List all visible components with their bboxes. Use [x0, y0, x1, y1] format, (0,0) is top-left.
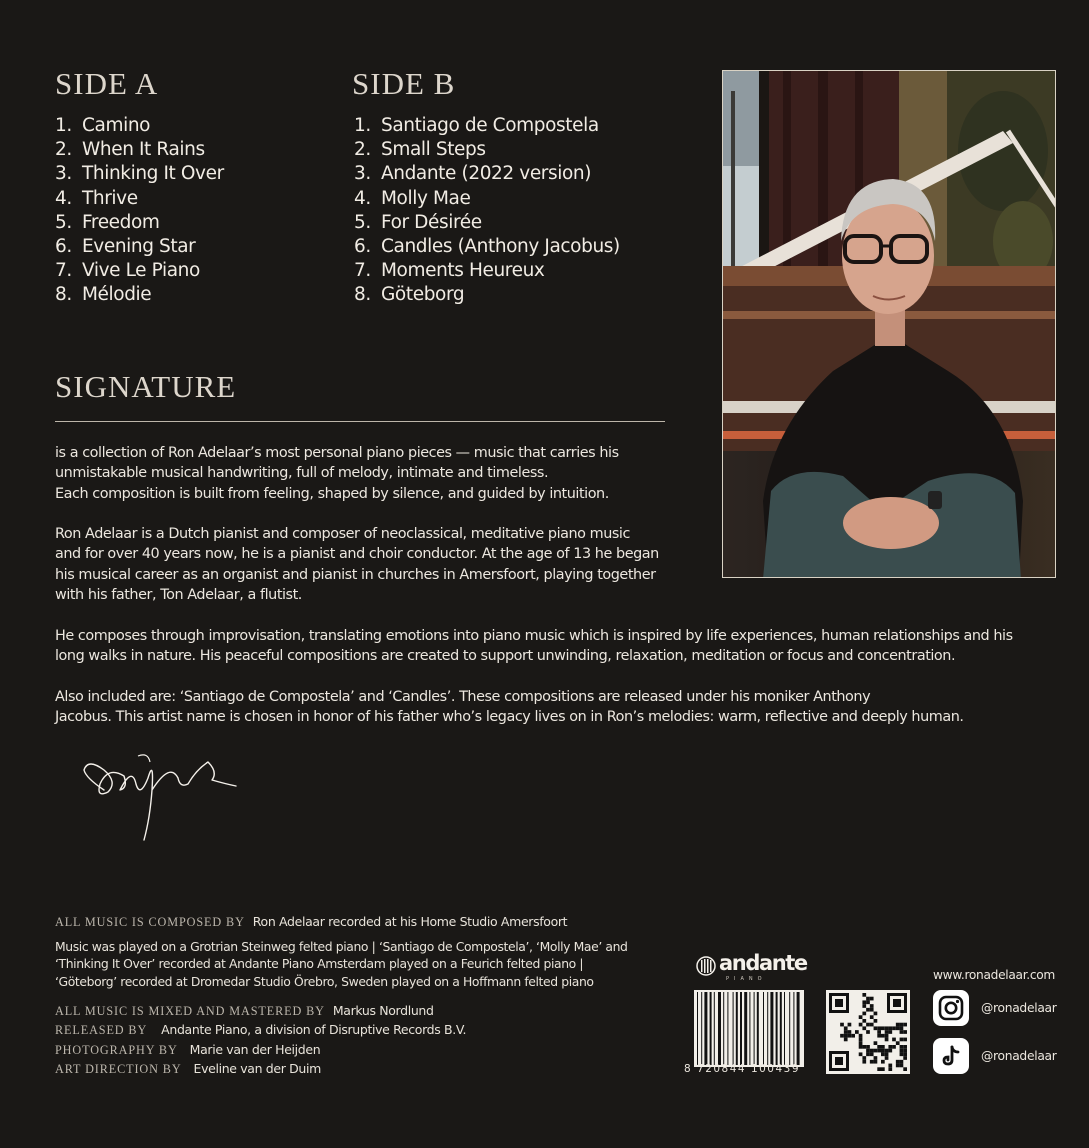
list-item: 4. Molly Mae	[354, 187, 471, 209]
list-item: 1. Santiago de Compostela	[354, 115, 599, 136]
credit-art-direction: ART DIRECTION BY Eveline van der Duim	[55, 1061, 321, 1076]
list-item: 6. Candles (Anthony Jacobus)	[354, 236, 620, 258]
barcode-number: 8 720844 100439	[684, 1063, 801, 1075]
credit-released: RELEASED BY Andante Piano, a division of Disruptive Records B.V.	[55, 1022, 467, 1037]
qr-code	[826, 990, 910, 1074]
side-b-tracklist	[354, 114, 620, 308]
handwritten-signature	[78, 748, 246, 848]
list-item: 5. For Désirée	[354, 211, 482, 233]
list-item: 2. Small Steps	[354, 139, 486, 161]
list-item: 5. Freedom	[55, 211, 160, 233]
list-item: 4. Thrive	[55, 187, 138, 209]
barcode	[694, 990, 804, 1067]
tiktok-handle: @ronadelaar	[981, 1049, 1057, 1063]
list-item: 3. Andante (2022 version)	[354, 163, 592, 185]
instagram-icon	[933, 990, 969, 1026]
credit-photography: PHOTOGRAPHY BY Marie van der Heijden	[55, 1042, 321, 1057]
artist-photo-illustration	[723, 71, 1056, 578]
list-item: 7. Moments Heureux	[354, 260, 545, 282]
credit-composed: ALL MUSIC IS COMPOSED BY Ron Adelaar recorded at his Home Studio Amersfoort	[55, 914, 568, 929]
biography-paragraph: Ron Adelaar is a Dutch pianist and composer of neoclassical, meditative piano music and for over 40 years now, he is a pianist and choir conductor. At the age of 13 he began his musical career as an organist and pianist in churches in Amersfoort, playing together with his father, Ton Adelaar, a flutist.	[55, 526, 659, 603]
andante-piano-logo: andante PIANO	[696, 954, 808, 984]
list-item: 8. Göteborg	[354, 284, 465, 306]
side-b-heading: SIDE B	[352, 66, 456, 101]
website-link[interactable]: www.ronadelaar.com	[933, 968, 1056, 982]
side-a-tracklist	[55, 114, 224, 308]
artist-photo	[722, 70, 1056, 578]
side-a-heading: SIDE A	[55, 66, 159, 101]
list-item: 7. Vive Le Piano	[55, 260, 200, 282]
credit-pianos: Music was played on a Grotrian Steinweg felted piano | ‘Santiago de Compostela’, ‘Molly Mae’ and ‘Thinking It Over’ recorded at Andante Piano Amsterdam played on a Feurich felted piano | ‘Göteborg’ recorded at Dromedar Studio Örebro, Sweden played on a Hoffmann felted piano	[55, 939, 628, 989]
list-item: 1. Camino	[55, 115, 151, 136]
tiktok-icon	[933, 1038, 969, 1074]
composition-paragraph: He composes through improvisation, translating emotions into piano music which is inspired by life experiences, human relationships and his long walks in nature. His peaceful compositions are created to support unwinding, relaxation, meditation or focus and concentration.	[55, 628, 1013, 665]
moniker-paragraph: Also included are: ‘Santiago de Compostela’ and ‘Candles’. These compositions are released under his moniker Anthony Jacobus. This artist name is chosen in honor of his father who’s legacy lives on in Ron’s melodies: warm, reflective and deeply human.	[55, 689, 964, 726]
description-paragraph: is a collection of Ron Adelaar’s most personal piano pieces — music that carries his unmistakable musical handwriting, full of melody, intimate and timeless. Each composition is built from feeling, shaped by silence, and guided by intuition.	[55, 445, 619, 502]
andante-logo-icon	[696, 956, 716, 976]
signature-title: SIGNATURE	[55, 369, 237, 404]
list-item: 3. Thinking It Over	[55, 163, 224, 185]
list-item: 6. Evening Star	[55, 236, 196, 258]
title-divider	[55, 421, 665, 422]
list-item: 2. When It Rains	[55, 139, 205, 161]
credit-mixed: ALL MUSIC IS MIXED AND MASTERED BY Markus Nordlund	[55, 1003, 434, 1018]
instagram-link[interactable]	[933, 990, 1073, 1026]
instagram-handle: @ronadelaar	[981, 1001, 1057, 1015]
list-item: 8. Mélodie	[55, 284, 152, 306]
tiktok-link[interactable]	[933, 1038, 1073, 1074]
